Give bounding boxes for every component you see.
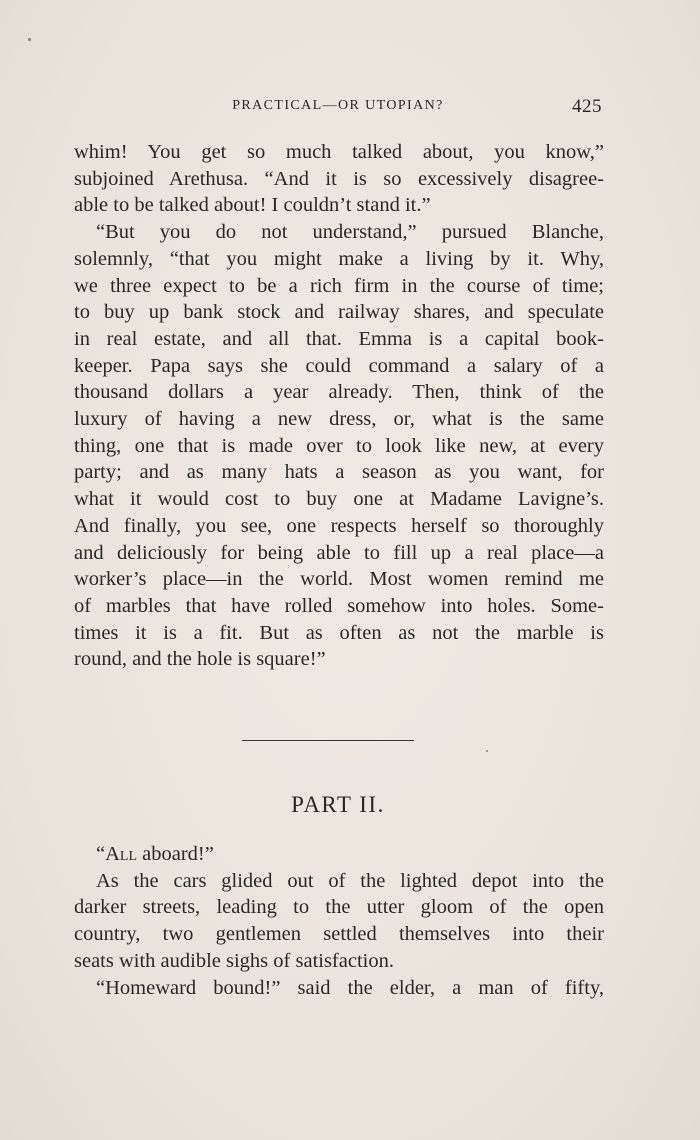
running-head: PRACTICAL—OR UTOPIAN? bbox=[232, 98, 444, 113]
text-line: luxury of having a new dress, or, what is the same bbox=[74, 408, 604, 431]
text-line: keeper. Papa says she could command a salary of a bbox=[74, 354, 604, 377]
text-line: what it would cost to buy one at Madame Lavigne’s. bbox=[74, 488, 604, 511]
text-line: solemnly, “that you might make a living by it. Why, bbox=[74, 247, 604, 270]
paper-speck bbox=[28, 38, 31, 41]
part-heading: PART II. bbox=[291, 792, 385, 817]
text-line: And finally, you see, one respects herself so thoroughly bbox=[74, 514, 604, 537]
text-line: darker streets, leading to the utter gloom of the open bbox=[74, 896, 604, 919]
all-small-caps: All bbox=[105, 843, 138, 865]
dialogue-line: “All aboard!” bbox=[96, 843, 214, 865]
text-line: country, two gentlemen settled themselves into their bbox=[74, 923, 604, 946]
text-line: whim! You get so much talked about, you know,” bbox=[74, 141, 604, 163]
text-line: in real estate, and all that. Emma is a capital book- bbox=[74, 327, 604, 350]
page-header bbox=[74, 96, 602, 126]
text-line: subjoined Arethusa. “And it is so excessively disagree- bbox=[74, 167, 604, 190]
text-line: able to be talked about! I couldn’t stand it.” bbox=[74, 194, 431, 217]
text-line: seats with audible sighs of satisfaction. bbox=[74, 949, 394, 972]
body-text-section-1 bbox=[74, 139, 604, 673]
paper-speck bbox=[486, 750, 488, 752]
text-line: “Homeward bound!” said the elder, a man of fifty, bbox=[96, 976, 604, 999]
text-line: thousand dollars a year already. Then, think of the bbox=[74, 381, 604, 404]
page-number: 425 bbox=[572, 96, 602, 117]
text-line: worker’s place—in the world. Most women remind me bbox=[74, 568, 604, 591]
text-line: to buy up bank stock and railway shares, and speculate bbox=[74, 301, 604, 324]
text-line: party; and as many hats a season as you want, for bbox=[74, 461, 604, 484]
section-divider bbox=[242, 740, 414, 741]
text-line: we three expect to be a rich firm in the course of time; bbox=[74, 274, 604, 297]
text-line: of marbles that have rolled somehow into holes. Some- bbox=[74, 594, 604, 617]
text-line: “But you do not understand,” pursued Blanche, bbox=[96, 221, 604, 244]
text-line: round, and the hole is square!” bbox=[74, 648, 326, 671]
text-line: As the cars glided out of the lighted depot into the bbox=[96, 869, 604, 892]
text-line: thing, one that is made over to look like new, at every bbox=[74, 434, 604, 457]
text-line: times it is a fit. But as often as not the marble is bbox=[74, 621, 604, 644]
body-text-section-2 bbox=[74, 841, 604, 1001]
text-line: and deliciously for being able to fill up a real place—a bbox=[74, 541, 604, 564]
